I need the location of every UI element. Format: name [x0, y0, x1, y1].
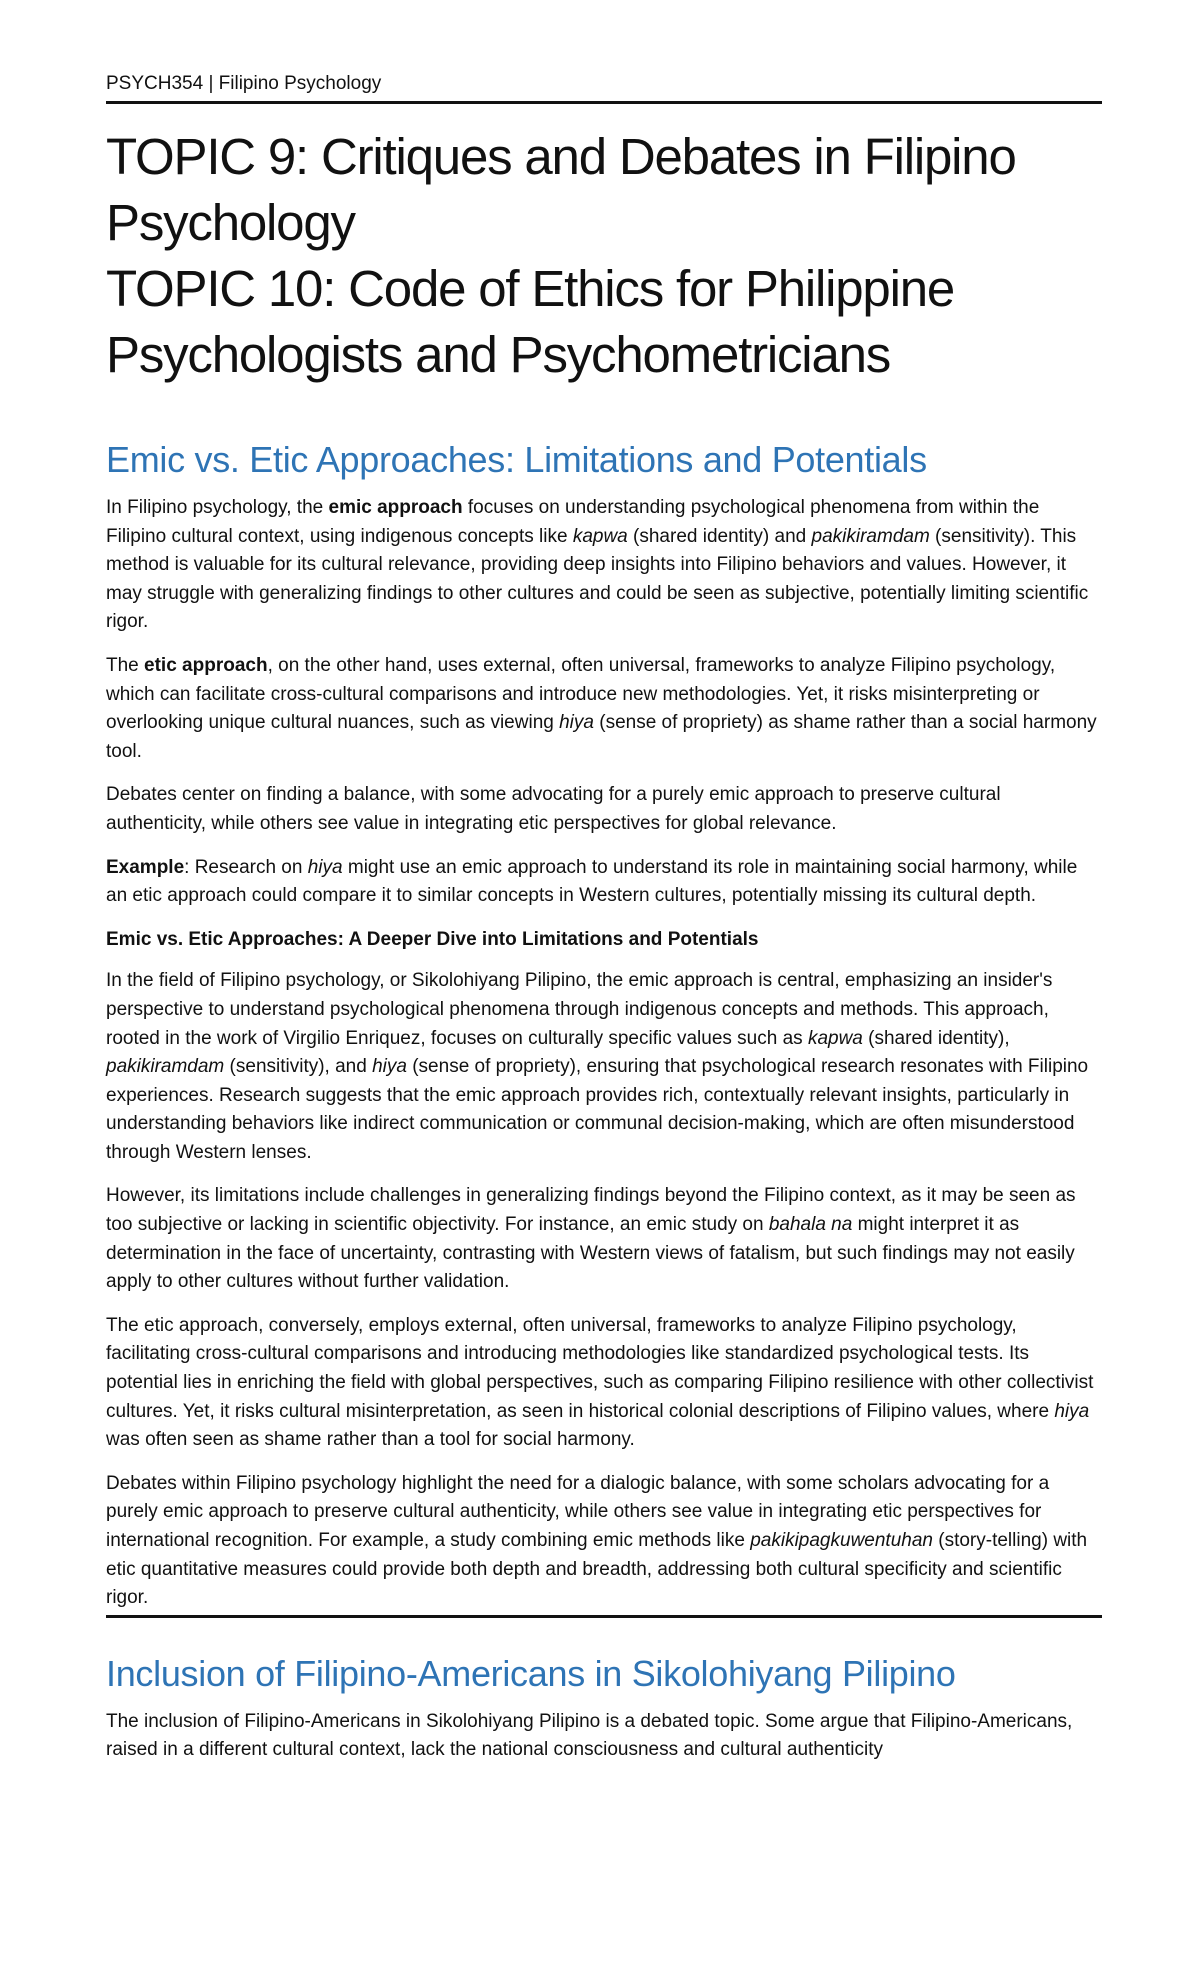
- paragraph: In Filipino psychology, the emic approach focuses on understanding psychological phenomena from within the Filipino cultural context, using indigenous concepts like kapwa (shared identity) and pakikiramdam (sensitivity). This method is valuable for its cultural relevance, providing deep insights into Filipino behaviors and values. However, it may struggle with generalizing findings to other cultures and could be seen as subjective, potentially limiting scientific rigor.: [106, 497, 1089, 633]
- term-hiya: hiya: [307, 856, 343, 878]
- paragraph: Debates within Filipino psychology highlight the need for a dialogic balance, with some scholars advocating for a purely emic approach to preserve cultural authenticity, while others see value in integrating etic perspectives for international recognition. For example, a study combining emic methods like pakikipagkuwentuhan (story-telling) with etic quantitative measures could provide both depth and breadth, addressing both cultural specificity and scientific rigor.: [106, 1472, 1088, 1609]
- subheading: Emic vs. Etic Approaches: A Deeper Dive into Limitations and Potentials: [106, 928, 759, 950]
- paragraph: However, its limitations include challenges in generalizing findings beyond the Filipino context, as it may be seen as too subjective or lacking in scientific objectivity. For instance, an emic study on bahala na might interpret it as determination in the face of uncertainty, contrasting with Western views of fatalism, but such findings may not easily apply to other cultures without further validation.: [106, 1185, 1076, 1293]
- example-label: Example: [106, 856, 185, 878]
- page-title: [106, 124, 1102, 388]
- document-page: [106, 0, 1102, 1780]
- title-line: TOPIC 10: Code of Ethics for Philippine: [106, 260, 955, 317]
- term-hiya: hiya: [372, 1056, 407, 1078]
- title-line: Psychologists and Psychometricians: [106, 326, 891, 383]
- term-bahala-na: bahala na: [768, 1214, 853, 1236]
- term-hiya: hiya: [559, 712, 594, 734]
- paragraph: In the field of Filipino psychology, or Sikolohiyang Pilipino, the emic approach is central, emphasizing an insider's perspective to understand psychological phenomena through indigenous concepts and methods. This approach, rooted in the work of Virgilio Enriquez, focuses on culturally specific values such as kapwa (shared identity), pakikiramdam (sensitivity), and hiya (sense of propriety), ensuring that psychological research resonates with Filipino experiences. Research suggests that the emic approach provides rich, contextually relevant insights, particularly in understanding behaviors like indirect communication or communal decision-making, which are often misunderstood through Western lenses.: [106, 970, 1089, 1163]
- title-line: Psychology: [106, 194, 355, 251]
- paragraph: The inclusion of Filipino-Americans in Sikolohiyang Pilipino is a debated topic. Some argue that Filipino-Americans, raised in a different cultural context, lack the national consciousness and cultural authenticity: [106, 1710, 1073, 1761]
- title-line: TOPIC 9: Critiques and Debates in Filipino: [106, 128, 1016, 185]
- example-paragraph: Example: Research on hiya might use an emic approach to understand its role in maintaining social harmony, while an etic approach could compare it to similar concepts in Western cultures, potentially missing its cultural depth.: [106, 856, 1078, 907]
- paragraph: The etic approach, on the other hand, uses external, often universal, frameworks to analyze Filipino psychology, which can facilitate cross-cultural comparisons and introduce new methodologies. Yet, it risks misinterpreting or overlooking unique cultural nuances, such as viewing hiya (sense of propriety) as shame rather than a social harmony tool.: [106, 654, 1097, 762]
- term-kapwa: kapwa: [572, 525, 628, 547]
- term-pakikiramdam: pakikiramdam: [106, 1056, 225, 1078]
- term-etic-approach: etic approach: [144, 654, 268, 676]
- paragraph: The etic approach, conversely, employs external, often universal, frameworks to analyze Filipino psychology, facilitating cross-cultural comparisons and introducing methodologies like standardized psychological tests. Its potential lies in enriching the field with global perspectives, such as comparing Filipino resilience with other collectivist cultures. Yet, it risks cultural misinterpretation, as seen in historical colonial descriptions of Filipino values, where hiya was often seen as shame rather than a tool for social harmony.: [106, 1314, 1094, 1451]
- term-kapwa: kapwa: [807, 1027, 863, 1049]
- running-header: PSYCH354 | Filipino Psychology: [106, 72, 1102, 104]
- section-heading-emic-etic: Emic vs. Etic Approaches: Limitations and Potentials: [106, 439, 927, 480]
- term-pakikipagkuwentuhan: pakikipagkuwentuhan: [750, 1530, 933, 1551]
- term-pakikiramdam: pakikiramdam: [811, 525, 930, 547]
- term-hiya: hiya: [1054, 1400, 1090, 1422]
- section-heading-filipino-americans: Inclusion of Filipino-Americans in Sikolohiyang Pilipino: [106, 1652, 956, 1694]
- section-divider: [106, 1615, 1102, 1618]
- term-emic-approach: emic approach: [328, 497, 463, 518]
- paragraph: Debates center on finding a balance, with some advocating for a purely emic approach to preserve cultural authenticity, while others see value in integrating etic perspectives for global relevance.: [106, 784, 1001, 834]
